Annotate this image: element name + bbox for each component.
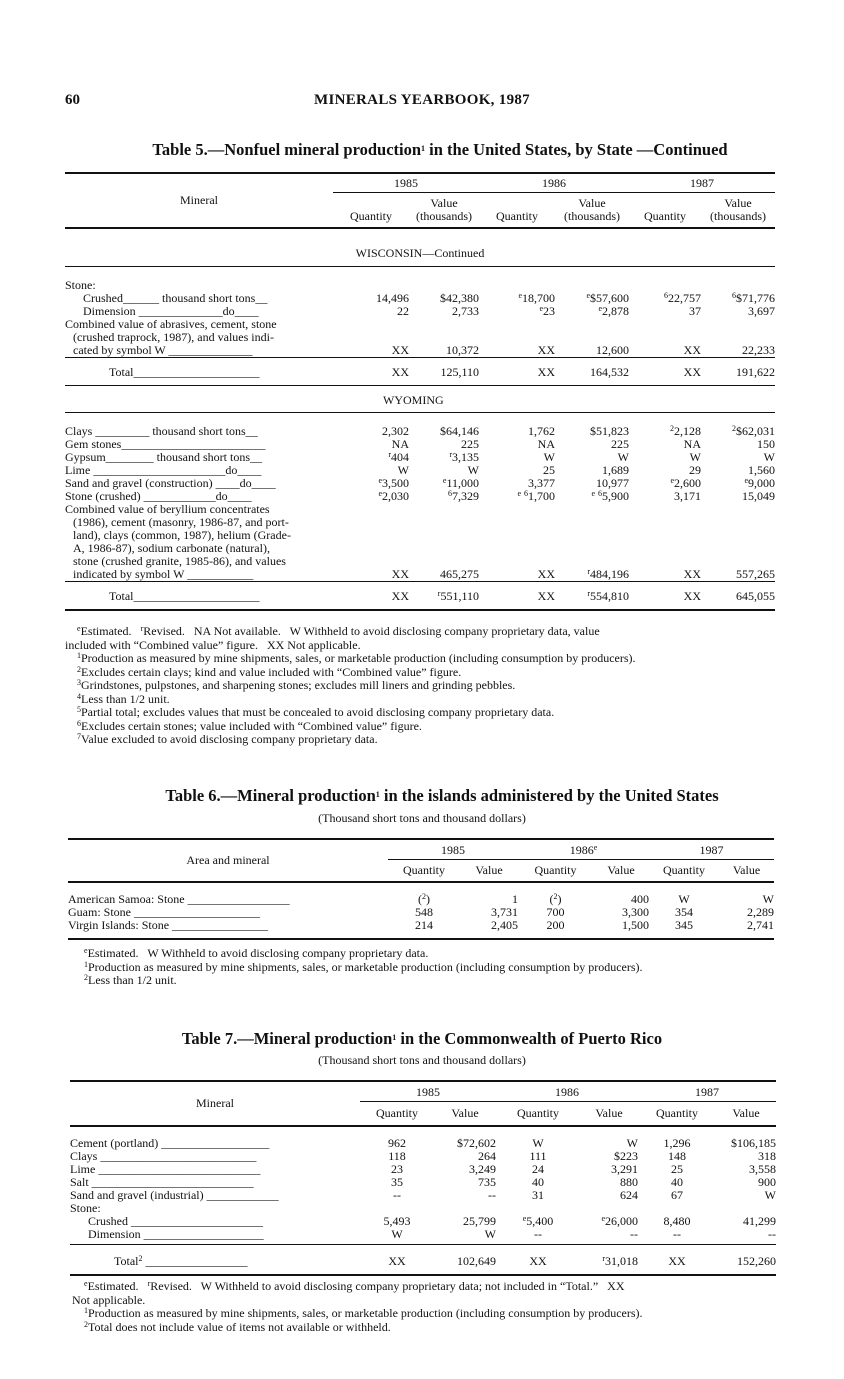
col-value: Value [719, 860, 774, 883]
col-value: Value (thousands) [701, 193, 775, 229]
col-quantity: Quantity [388, 860, 460, 883]
table-row: Salt ___________________________ 35 735 40 880 40 900 [70, 1175, 776, 1189]
table-row: Dimension ____________________ W W -- -- -- -- [70, 1228, 776, 1245]
table-row: American Samoa: Stone _________________ ($^2$) 1 ($^2$) 400 W W [68, 892, 774, 906]
table-row: Sand and gravel (construction) ____do____ $^e$3,500 $^e$11,000 3,377 10,977 $^e$2,600 $^e$9,000 [65, 476, 775, 490]
table-row: Clays __________________________ 118 264 111 $223 148 318 [70, 1149, 776, 1163]
table6 [68, 838, 774, 940]
table-row: Lime ___________________________ 23 3,249 24 3,291 25 3,558 [70, 1162, 776, 1176]
running-header: MINERALS YEARBOOK, 1987 [314, 92, 530, 108]
stone-label: Stone: [65, 278, 96, 292]
section-wisconsin: WISCONSIN—Continued [65, 228, 775, 267]
year-1987: 1987 [638, 1081, 776, 1102]
table6-title: Table 6.—Mineral production$^1$ in the islands administered by the United States [165, 786, 719, 805]
col-mineral: Mineral [65, 173, 333, 228]
col-value: Value [434, 1102, 496, 1127]
col-quantity: Quantity [333, 193, 409, 229]
col-quantity: Quantity [479, 193, 555, 229]
col-quantity: Quantity [649, 860, 719, 883]
table-row: Gem stones________________________ NA 225 NA 225 NA 150 [65, 437, 775, 451]
total-row: Total_____________________ XX $^r$551,110 XX $^r$554,810 XX 645,055 [65, 582, 775, 611]
col-area: Area and mineral [68, 839, 388, 882]
col-value: Value [593, 860, 649, 883]
table6-footnotes: $^e$Estimated. W Withheld to avoid disclosing company proprietary data. $^1$Production as measured by mine shipments, sales, or marketable production (including consumption by producers). $^2$Less than 1/2 unit. [84, 946, 643, 987]
table-row: Crushed ______________________ 5,493 25,799 $^e$5,400 $^e$26,000 8,480 41,299 [88, 1214, 776, 1228]
col-quantity: Quantity [496, 1102, 580, 1127]
table-row: Gypsum________ thousand short tons__ $^r$404 $^r$3,135 W W W W [65, 450, 775, 464]
section-wyoming: WYOMING [65, 386, 775, 413]
year-1985: 1985 [388, 839, 518, 860]
col-value: Value (thousands) [555, 193, 629, 229]
table5: Mineral 1985 1986 1987 Quantity Value (thousands) Quantity Value (thousands) Quantity Value (thousands) WISCONSIN—Continued Stone: Crushed______ thousand short tons__ 14,496 $42,380 $^e$18,700 $^e$\$57,600 $^6$22,757 $^6$\$71,776 Dimension ______________do____ 22 2,733 $^e$23 $^e$2,878 37 3,697 Combined value of abrasives, cement, stone (crushed traprock, 1987), and values indi- cated by symbol W ______________ XX 10,372 XX 12,600 XX 22,233 Total_____________________ XX 125,110 XX 164,532 XX 191,622 WYOMING Clays _________ thousand short tons__ 2,302 $64,146 1,762 $51,823 $^2$2,128 $^2$\$62,031 Gem stones________________________ NA 225 NA 225 NA 150 Gypsum________ thousand short tons__ $^r$404 $^r$3,135 W W W W Lime ______________________do____ W W 25 1,689 29 1,560 Sand and gravel (construction) ____do____ $^e$3,500 $^e$11,000 3,377 10,977 $^e$2,600 $^e$9,000 Stone (crushed) ____________do____ $^e$2,030 $^6$7,329 $^e$ $^6$1,700 $^e$ $^6$5,900 3,171 15,049 Combined value of beryllium concentrates (1986), cement (masonry, 1986-87, and port- land), clays (common, 1987), helium (Grade- A, 1986-87), sodium carbonate (natural), stone (crushed granite, 1985-86), and values indicated by symbol W ___________ XX 465,275 XX $^r$484,196 XX 557,265 Total_____________________ XX $^r$551,110 XX $^r$554,810 XX 645,055 [65, 172, 775, 611]
table-row: Crushed______ thousand short tons__ 14,496 $42,380 $^e$18,700 $^e$\$57,600 $^6$22,757 $^6$\$71,776 [83, 291, 775, 305]
year-1985: 1985 [333, 173, 479, 193]
table7: Mineral 1985 1986 1987 Quantity Value Quantity Value Quantity Value Cement (portland) __________________ 962 $72,602 W W 1,296 $106,185 Clays __________________________ 118 264 111 $223 148 318 Lime ___________________________ 23 3,249 24 3,291 25 3,558 Salt ___________________________ 35 735 40 880 40 900 Sand and gravel (industrial) ____________ -- -- 31 624 67 W Stone: Crushed ______________________ 5,493 25,799 $^e$5,400 $^e$26,000 8,480 41,299 Dimension ____________________ W W -- -- -- -- Total$^2$ _________________ XX 102,649 XX $^r$31,018 XX 152,260 [70, 1080, 776, 1276]
col-quantity: Quantity [518, 860, 593, 883]
col-value: Value [716, 1102, 776, 1127]
year-1986: 1986 [479, 173, 629, 193]
year-1986: 1986 [496, 1081, 638, 1102]
year-1986: 1986e [518, 839, 649, 860]
table-row: Dimension ______________do____ 22 2,733 $^e$23 $^e$2,878 37 3,697 [83, 304, 775, 318]
col-quantity: Quantity [638, 1102, 716, 1127]
table-row: Virgin Islands: Stone ________________ 214 2,405 200 1,500 345 2,741 [68, 919, 774, 939]
table7-title: Table 7.—Mineral production$^1$ in the Commonwealth of Puerto Rico [181, 1029, 663, 1048]
table-row: Guam: Stone _____________________ 548 3,731 700 3,300 354 2,289 [68, 905, 774, 919]
table-row: Sand and gravel (industrial) ____________ -- -- 31 624 67 W [70, 1188, 776, 1202]
table7-footnotes: $^e$Estimated. $^r$Revised. W Withheld to avoid disclosing company proprietary data; not included in “Total.” XX Not applicable. $^1$Production as measured by mine shipments, sales, or marketable production (including consumption by producers). $^2$Total does not include value of items not available or withheld. [72, 1279, 643, 1334]
total-row: Total$^2$ _________________ XX 102,649 XX $^r$31,018 XX 152,260 [70, 1245, 776, 1276]
table-row: Cement (portland) __________________ 962 $72,602 W W 1,296 $106,185 [70, 1136, 776, 1150]
year-1985: 1985 [360, 1081, 496, 1102]
total-row: Total_____________________ XX 125,110 XX 164,532 XX 191,622 [65, 358, 775, 386]
col-value: Value [580, 1102, 638, 1127]
col-mineral: Mineral [70, 1081, 360, 1126]
table-row: Lime ______________________do____ W W 25 1,689 29 1,560 [65, 463, 775, 477]
table-row: indicated by symbol W ___________ XX 465,275 XX $^r$484,196 XX 557,265 [65, 568, 775, 582]
table-row: Stone (crushed) ____________do____ $^e$2,030 $^6$7,329 $^e$ $^6$1,700 $^e$ $^6$5,900 3,171 15,049 [65, 489, 775, 503]
col-quantity: Quantity [629, 193, 701, 229]
col-value: Value [460, 860, 518, 883]
year-1987: 1987 [629, 173, 775, 193]
table-row: Clays _________ thousand short tons__ 2,302 $64,146 1,762 $51,823 $^2$2,128 $^2$\$62,031 [65, 424, 775, 438]
table7-subtitle: (Thousand short tons and thousand dollars) [318, 1053, 526, 1067]
table5-title: Table 5.—Nonfuel mineral production$^1$ in the United States, by State —Continued [152, 140, 728, 159]
table-row: cated by symbol W ______________ XX 10,372 XX 12,600 XX 22,233 [65, 344, 775, 358]
table6-subtitle: (Thousand short tons and thousand dollars) [318, 811, 526, 825]
page-number: 60 [65, 92, 80, 108]
year-1987: 1987 [649, 839, 774, 860]
col-value: Value (thousands) [409, 193, 479, 229]
col-quantity: Quantity [360, 1102, 434, 1127]
table5-footnotes: $^e$Estimated. $^r$Revised. NA Not available. W Withheld to avoid disclosing company proprietary data, value included with “Combined value” figure. XX Not applicable. $^1$Production as measured by mine shipments, sales, or marketable production (including consumption by producers). $^2$Excludes certain clays; kind and value included with “Combined value” figure. $^3$Grindstones, pulpstones, and sharpening stones; excludes mill liners and grinding pebbles. $^4$Less than 1/2 unit. $^5$Partial total; excludes values that must be concealed to avoid disclosing company proprietary data. $^6$Excludes certain stones; value included with “Combined value” figure. $^7$Value excluded to avoid disclosing company proprietary data. [65, 624, 636, 746]
